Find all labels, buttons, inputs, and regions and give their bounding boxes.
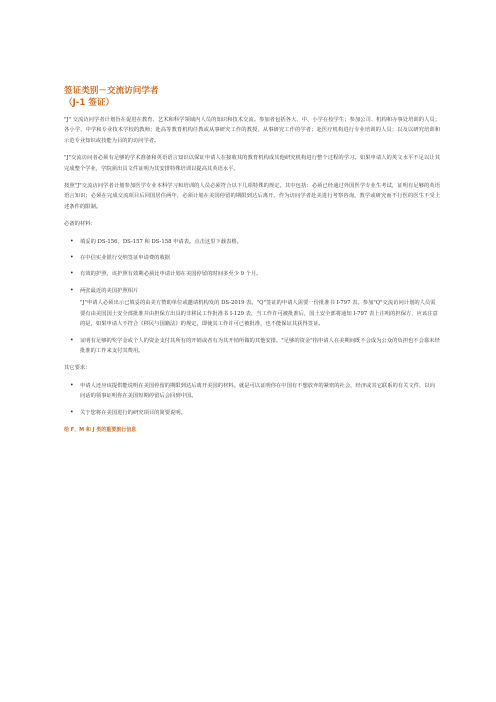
requirements-paragraph: "J"交流访问者必须有足够的学术准备和英语语言知识以保证申请人在接收其的教育机构成其他研究机构进行整个过程的学习。如果申请人的英文水平不足以让其完成整个学业，学院须出具文件证明为其安排特殊培训以提高其英语水平。 — [64, 155, 440, 172]
other-requirements-list — [64, 381, 440, 418]
list-item: • 有效的护照，该护照有效期必须比申请计划在美国停留的时间多至少 9 个月。 — [64, 269, 440, 279]
bullet-icon: • — [70, 381, 74, 389]
list-item: • 关于您将在美国进行的研究项目的简要说明。 — [64, 408, 440, 418]
list-item: • 填妥的 DS-156、DS-157 和 DS-158 申请表。点击这里下载表格。 — [64, 237, 440, 247]
materials-list — [64, 237, 440, 357]
bullet-icon: • — [70, 270, 74, 278]
medical-paragraph: 按照"J"交流访问学者计划参加医学专业本科学习和培训的人员必须符合以下几项特殊的规定。其中包括：必须已经通过外国医学专业生考试，证明有足够的英语语言知识；必须在完成交流项目后回国居住两年，必须计划在美国停留的期限到达后离开。作为访问学者赴美进行考察咨询，教学或研究而不行医的医生不受上述条件的限制。 — [64, 183, 440, 210]
bullet-icon: • — [70, 254, 74, 262]
bullet-icon: • — [70, 408, 74, 416]
travel-info-heading: 给 F、M 和 J 类的重要旅行信息 — [64, 426, 137, 433]
list-item: • 申请人还应该提供能说明在美国停留的期限到达后离开美国的材料。就是可以证明你在中国有不想放弃的紧密的社会，经济或其它联系的有关文件，以向问话的领事证明你在美国短期停留后会回到中国。 — [70, 381, 435, 400]
intro-paragraph: "J" 交流访问学者计划旨在促进在教育、艺术和科学领域内人员的知识和技术交流。参加者包括各大、中、小学在校学生；参加公司、机构和办事处培训的人员；各小学、中学和专业技术学校的教师；赴高等教育机构任教或从事研究工作的教授，从事研究工作的学者；赴医疗机构进行专业培训的人员；以及以研究培训和示范专业知识或技能为目的的访问学者。 — [64, 117, 440, 144]
bullet-icon: • — [70, 286, 74, 294]
materials-heading: 必备的材料： — [64, 221, 96, 228]
page-title: 签证类别－交流访问学者 — [64, 86, 159, 96]
page-subtitle: （J-1 签证） — [64, 98, 115, 108]
bullet-icon: • — [70, 336, 74, 344]
list-item: • 两张最近的美国护照相片 "J"申请人必须出示已填妥的由美方赞助单位或邀请机构发的 DS-2019 表。"Q"签证的申请人需要一份批准书 I-797 表。参加"Q"交流访问计划的人员需要有由美国国土安全部批准并由担保方出具的非移民工作批准书 I-129 表，当工作许可被批准后，国土安全部将通知 I-797 表上注明的担保方，应该注意的是，如果申请人不符合《移民与国籍法》的规定，即使其工作许可已被批准，也不能保证其获得签证。 — [64, 286, 440, 330]
photo-note: "J"申请人必须出示已填妥的由美方赞助单位或邀请机构发的 DS-2019 表。"Q"签证的申请人需要一份批准书 I-797 表。参加"Q"交流访问计划的人员需要有由美国国土安全部批准并由担保方出具的非移民工作批准书 I-129 表，当工作许可被批准后，国土安全部将通知 I-797 表上注明的担保方，应该注意的是，如果申请人不符合《移民与国籍法》的规定，即使其工作许可已被批准，也不能保证其获得签证。 — [80, 300, 438, 328]
document-body — [64, 85, 440, 435]
list-item: • 在中信实业银行交纳签证申请费的收据 — [64, 253, 440, 263]
list-item: • 证明有足够的奖学金或个人的资金支付其所有的开销或者有为其开销所做的其他安排。"足够的资金"指申请人在美期间既不会成为公众的负担也不会靠未经批准的工作来支付其费用。 — [70, 336, 440, 354]
other-heading: 其它要求： — [64, 365, 91, 372]
bullet-icon: • — [70, 237, 74, 245]
